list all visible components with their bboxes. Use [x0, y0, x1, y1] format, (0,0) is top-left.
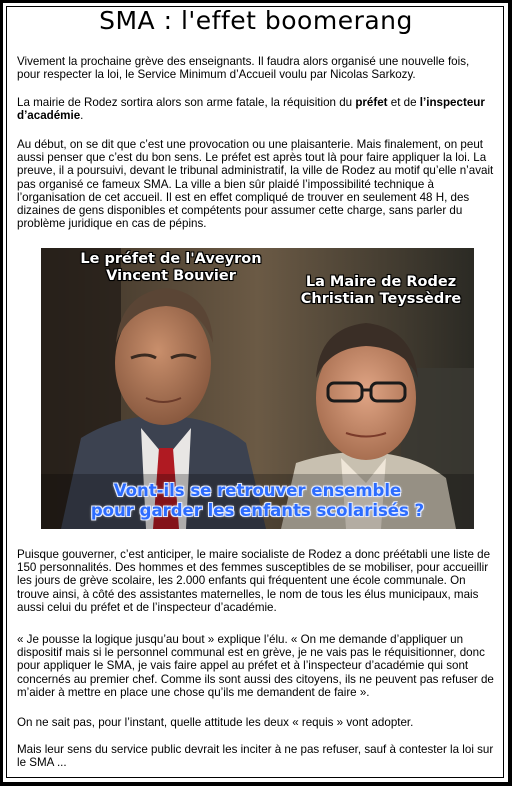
paragraph-5: « Je pousse la logique jusqu’au bout » explique l’élu. « On me demande d’appliquer un dispositif mais si le personnel communal est en grève, je ne vais pas le réquisitionner, donc pour appliquer le SMA, je vais faire appel au préfet et à l’inspecteur d’académie qui sont concernés au premier chef. Comme ils sont aussi des citoyens, ils ne peuvent pas refuser de m’aider à mettre en place une chose qu’ils me demandent de faire ».: [17, 633, 494, 699]
paragraph-6: On ne sait pas, pour l’instant, quelle attitude les deux « requis » vont adopter.: [17, 716, 414, 729]
paragraph-2: [17, 96, 495, 122]
paragraph-4: Puisque gouverner, c’est anticiper, le maire socialiste de Rodez a donc préétabli une liste de 150 personnalités. Des hommes et des femmes susceptibles de se mobiliser, pour accueillir les jours de grève scolaire, les 2.000 enfants qui fréquentent une école communale. On trouve ainsi, à côté des assistantes maternelles, le nom de tous les élus municipaux, mais aussi celui du préfet et de l’inspecteur d’académie.: [17, 548, 491, 614]
paragraph-1: Vivement la prochaine grève des enseignants. Il faudra alors organisé une nouvelle fois, pour respecter la loi, le Service Minimum d’Accueil voulu par Nicolas Sarkozy.: [17, 55, 470, 82]
caption-maire-line-2: Christian Teyssèdre: [300, 291, 462, 307]
paragraph-2-text-a: La mairie de Rodez sortira alors son arme fatale, la réquisition du: [17, 96, 356, 109]
caption-prefet-line-1: Le préfet de l'Aveyron: [80, 251, 262, 267]
paragraph-2-prefet: préfet: [355, 96, 388, 109]
article-title: SMA : l'effet boomerang: [99, 6, 413, 35]
caption-maire: [281, 274, 474, 308]
caption-prefet: [51, 251, 291, 285]
caption-question: [41, 481, 474, 521]
caption-question-line-2: pour garder les enfants scolarisés ?: [90, 501, 425, 520]
caption-prefet-line-2: Vincent Bouvier: [106, 268, 236, 284]
paragraph-2-text-e: .: [80, 109, 84, 123]
paragraph-7: Mais leur sens du service public devrait les inciter à ne pas refuser, sauf à contester la loi sur le SMA ...: [17, 743, 494, 770]
article-photo: [41, 248, 474, 529]
paragraph-3: Au début, on se dit que c’est une provocation ou une plaisanterie. Mais finalement, on peut aussi penser que c’est du bon sens. Le préfet est après tout là pour faire appliquer la loi. La preuve, il a poursuivi, devant le tribunal administratif, la ville de Rodez au motif qu’elle n’avait pas organisé ce fameux SMA. La ville a bien sûr plaidé l’impossibilité technique à l’organisation de cet accueil. Il est en effet compliqué de trouver en seulement 48 H, des dizaines de gens disponibles et compétents pour assumer cette charge, sans parler du problème juridique en cas de pépins.: [17, 138, 494, 231]
paragraph-2-inspecteur: l’inspecteur d’académie: [17, 96, 485, 123]
paragraph-2-text-c: et de: [387, 96, 420, 109]
caption-question-line-1: Vont-ils se retrouver ensemble: [113, 481, 402, 500]
caption-maire-line-1: La Maire de Rodez: [305, 274, 457, 290]
